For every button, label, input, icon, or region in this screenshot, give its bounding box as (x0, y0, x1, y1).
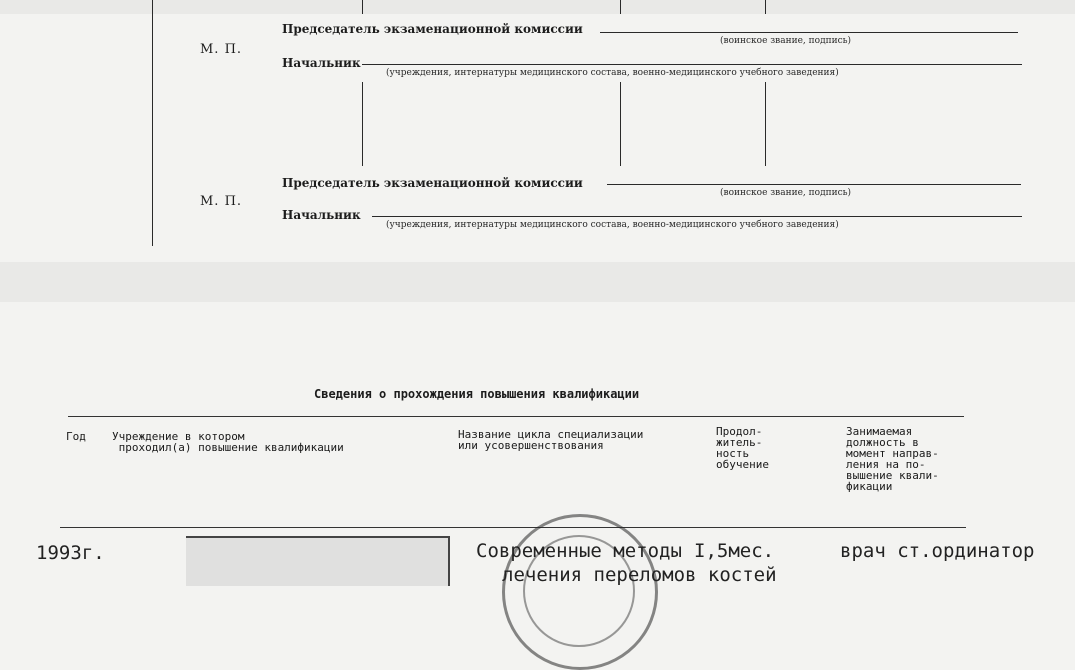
chairman-label: Председатель экзаменационной комиссии (282, 22, 583, 36)
row-duration: I,5мес. (694, 540, 775, 562)
table-column-line (362, 0, 363, 14)
head-caption: (учреждения, интернатуры медицинского состава, военно-медицинского учебного заведения) (386, 220, 839, 230)
chairman-label: Председатель экзаменационной комиссии (282, 176, 583, 190)
chairman-signature-line (600, 32, 1018, 33)
row-course-line2: лечения переломов костей (502, 564, 777, 586)
head-label: Начальник (282, 208, 361, 222)
head-signature-line (362, 64, 1022, 65)
column-header-course: Название цикла специализации или усовершенствования (458, 428, 644, 452)
table-column-line (620, 0, 621, 14)
round-seal-stamp (502, 514, 658, 670)
head-caption: (учреждения, интернатуры медицинского состава, военно-медицинского учебного заведения) (386, 68, 839, 78)
chairman-caption: (воинское звание, подпись) (720, 188, 852, 198)
chairman-signature-line (607, 184, 1021, 185)
chairman-caption: (воинское звание, подпись) (720, 36, 852, 46)
column-header-duration: Продол- житель- ность обучение (716, 425, 769, 471)
column-header-year: Год (66, 430, 86, 443)
table-column-line (765, 0, 766, 14)
table-column-line (765, 82, 766, 166)
institution-stamp-box (186, 536, 450, 586)
row-course-line1: Современные методы (476, 540, 682, 562)
table-column-line (362, 82, 363, 166)
head-signature-line (372, 216, 1022, 217)
head-label: Начальник (282, 56, 361, 70)
scan-shade (0, 0, 1075, 14)
table-column-line (620, 82, 621, 166)
table-header-rule (60, 527, 966, 528)
table-top-rule (68, 416, 964, 417)
form-frame-left (152, 0, 153, 246)
scan-shade (0, 262, 1075, 302)
row-position: врач ст.ординатор (840, 540, 1035, 562)
column-header-institution: Учреждение в котором проходил(а) повышение квалификации (112, 430, 344, 454)
stamp-place-label: М. П. (200, 194, 243, 209)
section-title: Сведения о прохождения повышения квалификации (314, 387, 640, 401)
row-year: 1993г. (36, 542, 105, 564)
stamp-place-label: М. П. (200, 42, 243, 57)
column-header-position: Занимаемая должность в момент направ- ления на по- вышение квали- фикации (846, 425, 939, 493)
